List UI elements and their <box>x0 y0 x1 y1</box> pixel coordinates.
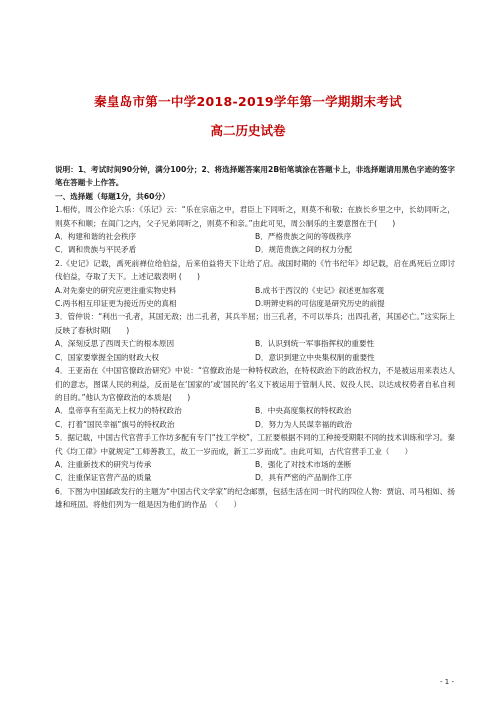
option-c: C．打着“国民幸福”旗号的特权政治 <box>55 419 175 429</box>
question-stem: 6．下图为中国邮政发行的主题为“中国古代文学家”的纪念邮票，包括生活在同一时代的四位人物：贾谊、司马相如、扬雄和班固。将他们列为一组是因为他们的作品 （ ） <box>55 486 455 510</box>
option-d: D．规范贵族之间的权力分配 <box>255 245 352 255</box>
option-a: A．构建和谐的社会秩序 <box>55 232 137 242</box>
question-options <box>55 458 455 485</box>
question-stem: 3．管仲说：“利出一孔者，其国无敌；出二孔者，其兵半屈；出三孔者，不可以举兵；出四孔者，其国必亡。”这实际上反映了春秋时期( ) <box>55 312 455 335</box>
question-stem: 4．王亚南在《中国官僚政治研究》中说：“官僚政治是一种特权政治，在特权政治下的政治权力，不是被运用来表达人们的意志，图谋人民的利益，反而是在‘国家的’或‘国民的’名义下被运用于管制人民、奴役人民、以达成权势者自私自利的目的。”他认为官僚政治的本质是( ) <box>55 366 455 402</box>
option-a: A.对先秦史的研究应更注重实物史料 <box>55 285 177 295</box>
option-b: B．中央高度集权的特权政治 <box>255 406 352 416</box>
option-a: A．皇帝享有至高无上权力的特权政治 <box>55 406 182 416</box>
question-options <box>55 230 455 257</box>
option-d: D.明辨史料的可信度是研究历史的前提 <box>255 299 385 309</box>
question-options <box>55 404 455 431</box>
option-a: A．注重新技术的研究与传承 <box>55 459 152 469</box>
exam-title: 秦皇岛市第一中学2018-2019学年第一学期期末考试 <box>94 94 402 109</box>
option-b: B．严格贵族之间的等级秩序 <box>255 232 352 242</box>
exam-subtitle: 高二历史试卷 <box>210 123 286 138</box>
option-c: C.两书相互印证更为接近历史的真相 <box>55 299 177 309</box>
option-d: D．努力为人民谋幸福的政治 <box>255 419 352 429</box>
option-c: C．调和贵族与平民矛盾 <box>55 245 137 255</box>
question-options <box>55 337 455 364</box>
exam-notes: 说明：1、考试时间90分钟，满分100分；2、将选择题答案用2B铅笔填涂在答题卡上，非选择题请用黑色字迹的签字笔在答题卡上作答。 <box>55 165 455 188</box>
question-stem: 5．据记载，中国古代官营手工作坊多配有专门“技工学校”，工匠要根据不同的工种接受期限不同的技术训练和学习。秦代《均工律》中就规定“工师善教工，故工一岁而成，新工二岁而成”。由此可知，古代官营手工业（ ） <box>55 433 455 456</box>
section-title: 一、选择题（每题1分，共60分） <box>55 191 170 201</box>
exam-body <box>55 163 455 512</box>
option-d: D．意识到建立中央集权制的重要性 <box>255 352 375 362</box>
option-d: D．具有严密的产品制作工序 <box>255 473 352 483</box>
question-stem: 1.相传，周公作论六乐：《乐记》云：“乐在宗庙之中，君臣上下同听之，则莫不和敬；在族长乡里之中，长幼同听之，则莫不和顺；在闺门之内，父子兄弟同听之，则莫不和亲。”由此可见，周公制乐的主要意图在于( ) <box>55 205 455 228</box>
question-options <box>55 284 455 311</box>
option-b: B.成书于西汉的《史记》叙述更加客观 <box>255 285 385 295</box>
option-b: B．强化了对技术市场的垄断 <box>255 459 352 469</box>
question-stem: 2.《史记》记载，禹死前禅位给伯益，后来伯益将天下让给了启。战国时期的《竹书纪年》却记载，启在禹死后立即讨伐伯益，夺取了天下。上述记载表明 ( ) <box>55 258 455 282</box>
option-a: A．深刻反思了西周天亡的根本原因 <box>55 339 175 349</box>
option-c: C．注重保证官营产品的质量 <box>55 473 152 483</box>
option-c: C．国家要掌握全国的财政大权 <box>55 352 160 362</box>
page-number: - 1 - <box>440 678 454 686</box>
option-b: B．认识到统一军事指挥权的重要性 <box>255 339 375 349</box>
